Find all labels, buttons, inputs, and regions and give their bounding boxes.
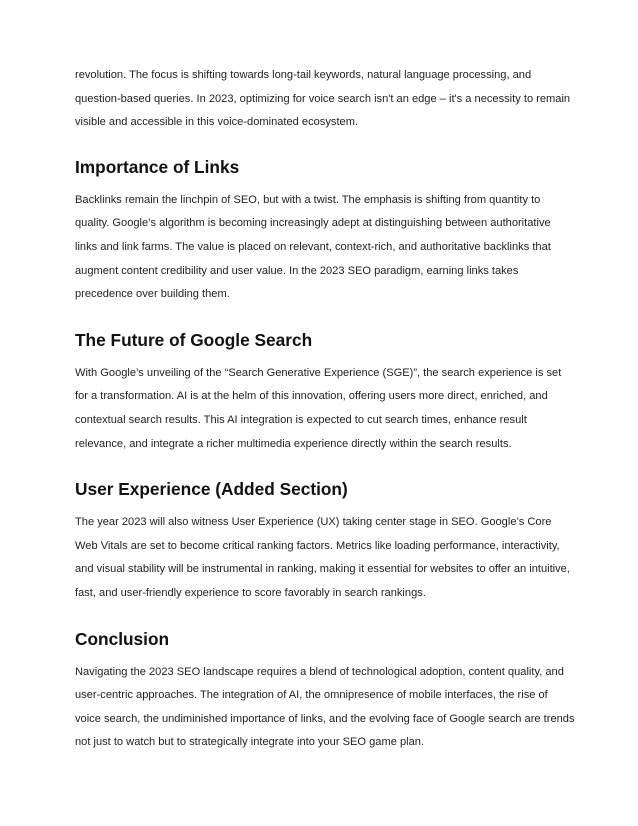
section-heading-importance-of-links: Importance of Links <box>75 156 240 177</box>
section-heading-user-experience: User Experience (Added Section) <box>75 479 348 500</box>
document-page <box>75 64 575 755</box>
section-body-importance-of-links: Backlinks remain the linchpin of SEO, but with a twist. The emphasis is shifting from quantity to quality. Google’s algorithm is becoming increasingly adept at distinguishing between authoritative links and link farms. The value is placed on relevant, context-rich, and authoritative backlinks that augment content credibility and user value. In the 2023 SEO paradigm, earning links takes precedence over building them. <box>75 193 551 301</box>
section-body-conclusion: Navigating the 2023 SEO landscape requires a blend of technological adoption, content quality, and user-centric approaches. The integration of AI, the omnipresence of mobile interfaces, the rise of voice search, the undiminished importance of links, and the evolving face of Google search are trends not just to watch but to strategically integrate into your SEO game plan. <box>75 665 575 749</box>
intro-paragraph: revolution. The focus is shifting towards long-tail keywords, natural language processing, and question-based queries. In 2023, optimizing for voice search isn't an edge – it's a necessity to remain visible and accessible in this voice-dominated ecosystem. <box>75 69 571 129</box>
section-body-user-experience: The year 2023 will also witness User Experience (UX) taking center stage in SEO. Google’s Core Web Vitals are set to become critical ranking factors. Metrics like loading performance, interactivity, and visual stability will be instrumental in ranking, making it essential for websites to offer an intuitive, fast, and user-friendly experience to score favorably in search rankings. <box>75 516 570 599</box>
section-body-future-of-google-search: With Google’s unveiling of the “Search Generative Experience (SGE)”, the search experience is set for a transformation. AI is at the helm of this innovation, offering users more direct, enriched, and contextual search results. This AI integration is expected to cut search times, enhance result relevance, and integrate a richer multimedia experience directly within the search results. <box>75 366 562 450</box>
section-heading-conclusion: Conclusion <box>75 628 170 649</box>
section-heading-future-of-google-search: The Future of Google Search <box>75 329 313 350</box>
